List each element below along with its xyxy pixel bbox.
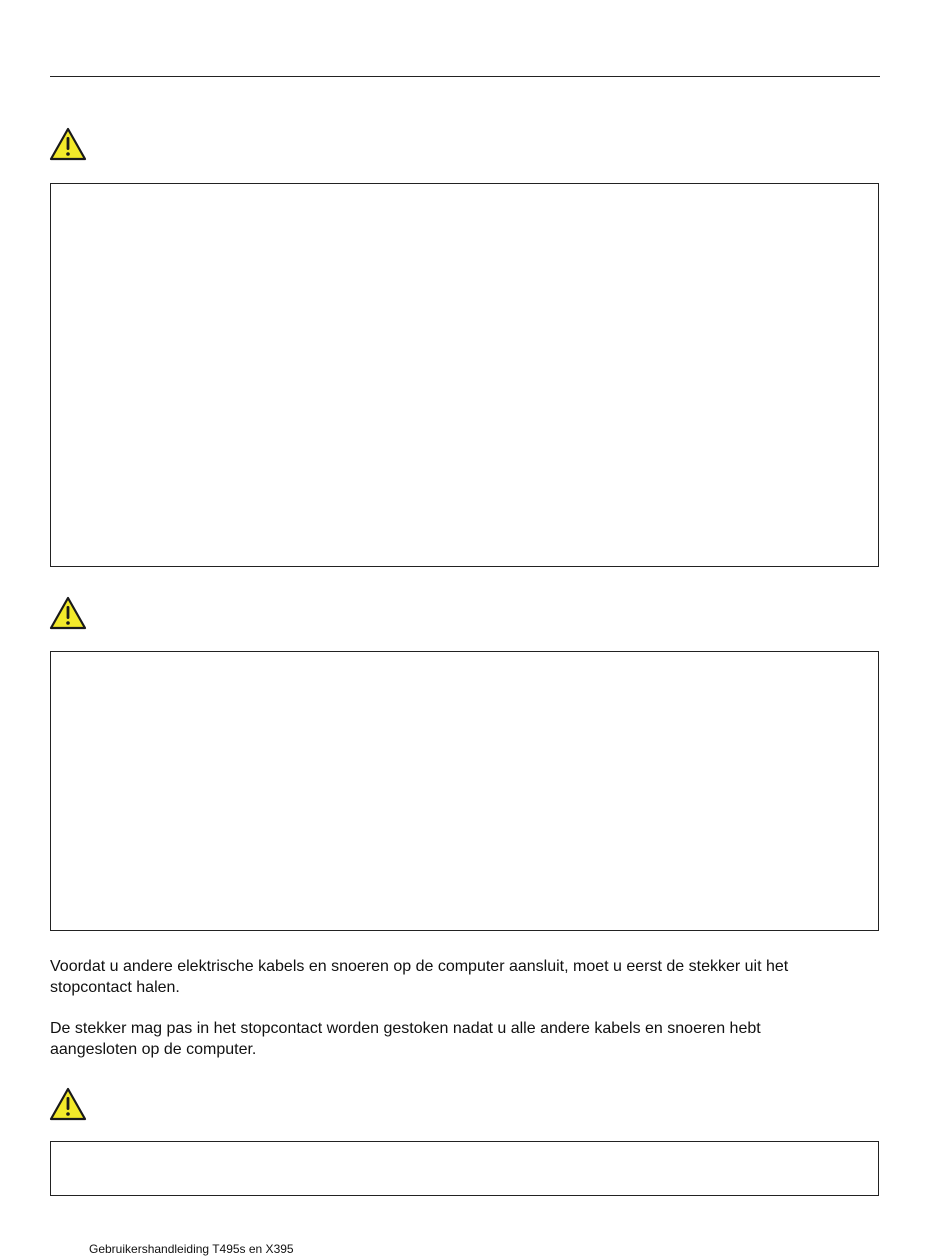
danger-notice-box <box>50 651 879 931</box>
warning-triangle-icon-graphic <box>49 1087 87 1121</box>
page-footer-title: Gebruikershandleiding T495s en X395 <box>89 1242 294 1256</box>
danger-notice-box <box>50 183 879 567</box>
warning-triangle-icon <box>49 596 87 630</box>
warning-triangle-icon <box>49 127 87 161</box>
paragraph-plug-in-last: De stekker mag pas in het stopcontact worden gestoken nadat u alle andere kabels en snoeren hebt aangesloten op de computer. <box>50 1020 761 1058</box>
warning-triangle-icon <box>49 1087 87 1121</box>
danger-notice-box <box>50 1141 879 1196</box>
header-rule <box>50 76 880 77</box>
warning-triangle-icon-graphic <box>49 127 87 161</box>
warning-triangle-icon-graphic <box>49 596 87 630</box>
paragraph-disconnect-first: Voordat u andere elektrische kabels en snoeren op de computer aansluit, moet u eerst de stekker uit het stopcontact halen. <box>50 958 789 996</box>
